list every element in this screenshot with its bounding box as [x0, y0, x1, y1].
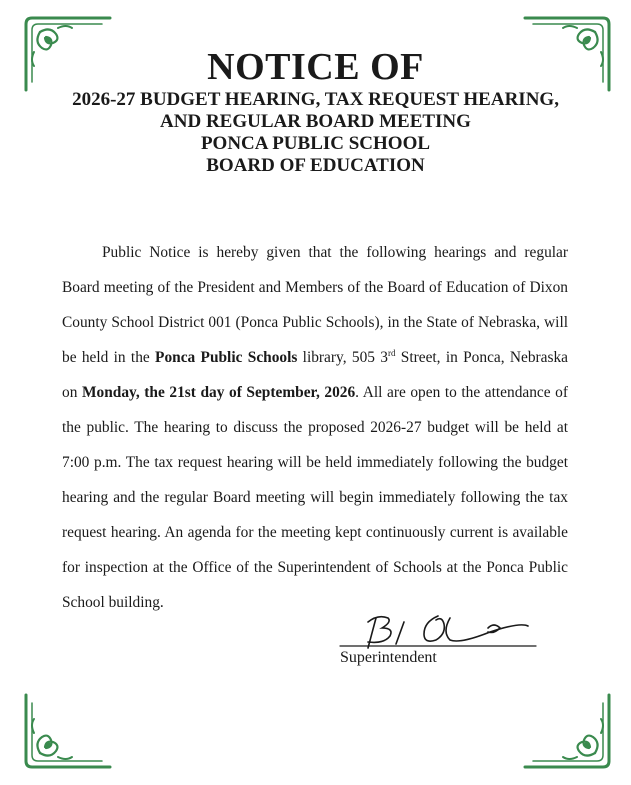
body-text-part: Street, in Ponca, Nebraska on: [62, 349, 569, 401]
subtitle-line: BOARD OF EDUCATION: [206, 155, 425, 176]
notice-subtitle: [0, 89, 631, 177]
corner-ornament-bottom-right-icon: [517, 693, 617, 773]
notice-body: [62, 235, 568, 620]
subtitle-line: PONCA PUBLIC SCHOOL: [200, 133, 431, 154]
subtitle-line: 2026-27 BUDGET HEARING, TAX REQUEST HEARING,: [72, 89, 559, 110]
notice-paragraph: [62, 235, 568, 620]
subtitle-line: AND REGULAR BOARD MEETING: [160, 111, 471, 132]
location-name: Ponca Public Schools: [155, 349, 298, 366]
ordinal-superscript: rd: [387, 347, 396, 358]
notice-title: NOTICE OF: [207, 46, 424, 88]
superintendent-label: Superintendent: [340, 649, 437, 666]
meeting-date: Monday, the 21st day of September, 2026: [81, 384, 356, 401]
corner-ornament-bottom-left-icon: [18, 693, 118, 773]
body-text-part: Public Notice is hereby given that the following hearings and regular Board meeting of the President and Members of the Board of Education of Dixon County School District 001 (Ponca Public Schools), in the State of Nebraska, will be held in the: [62, 244, 568, 366]
body-text-part: . All are open to the attendance of the public. The hearing to discuss the proposed 2026-27 budget will be held at 7:00 p.m. The tax request hearing will be held immediately following the budget hearing and the regular Board meeting will begin immediately following the tax request hearing. An agenda for the meeting kept continuously current is available for inspection at the Office of the Superintendent of Schools at the Ponca Public School building.: [62, 384, 568, 611]
signature-icon: [338, 608, 538, 652]
body-text-part: library, 505 3: [297, 349, 388, 366]
